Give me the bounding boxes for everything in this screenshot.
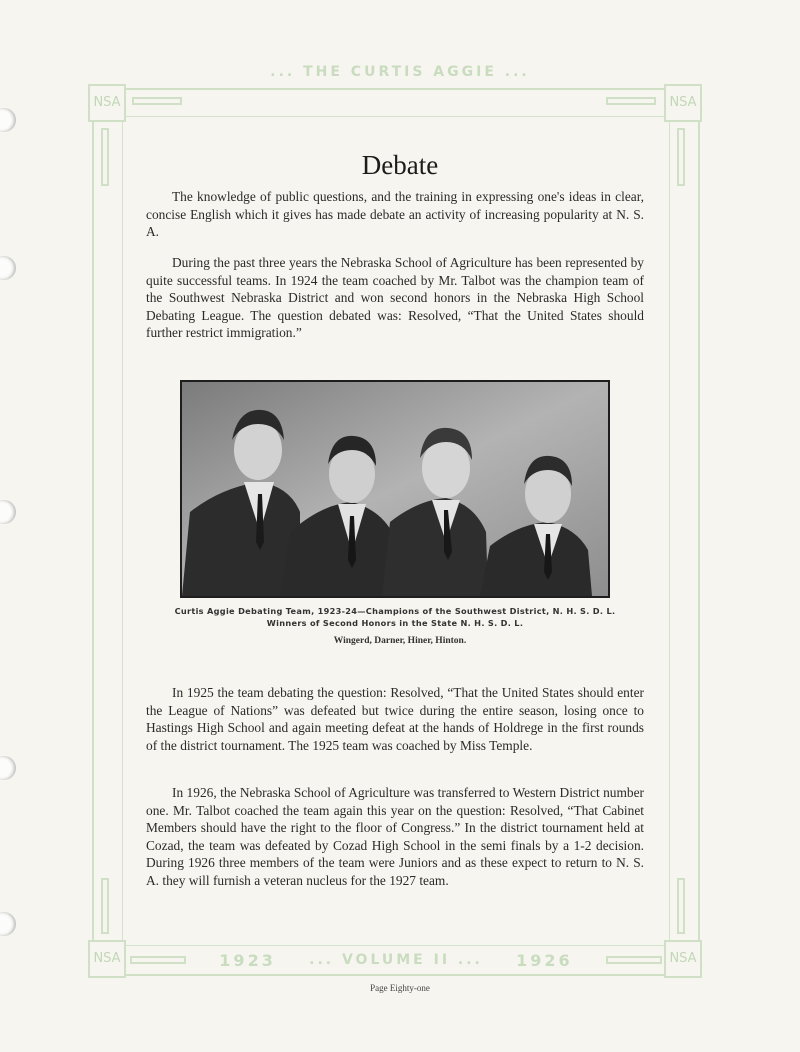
paragraph-1926: In 1926, the Nebraska School of Agriculture was transferred to Western District number one. Mr. Talbot coached the team again this year on the question: Resolved, “That Cabinet Members should have the right to the floor of Congress.” In the district tournament held at Cozad, the team was defeated by Cozad High School in the semi finals by a 1-2 decision. During 1926 three members of the team were Juniors and as these expect to return to N. S. A. they will furnish a veteran nucleus for the 1927 team. [146,785,644,888]
frame-bar [101,878,109,934]
binder-hole [0,256,16,280]
frame-bar [677,878,685,934]
frame-bar [132,97,182,105]
paragraph-1924: During the past three years the Nebraska School of Agriculture has been represented by quite successful teams. In 1924 the team coached by Mr. Talbot was the champion team of the Southwest Nebraska District and won second honors in the Nebraska High School Debating League. The question debated was: Resolved, “That the United States should further restrict immigration.” [146,255,644,341]
paragraph-1925: In 1925 the team debating the question: Resolved, “That the United States should enter the League of Nations” was defeated but twice during the entire season, losing once to Hastings High School and again meeting defeat at the hands of Holdrege in the first rounds of the district tournament. The 1925 team was coached by Miss Temple. [146,685,644,753]
team-portrait-illustration [182,382,608,596]
nsa-monogram-top-left: NSA [88,84,126,122]
paragraph-intro: The knowledge of public questions, and the training in expressing one's ideas in clear, concise English which it gives has made debate an activity of increasing popularity at N. S. A. [146,189,644,240]
year-start: 1923 [219,950,276,970]
running-title: ... THE CURTIS AGGIE ... [270,64,530,80]
frame-bar [606,956,662,964]
frame-bar [606,97,656,105]
debating-team-photo [180,380,610,598]
nsa-monogram-top-right: NSA [664,84,702,122]
volume-label: ... VOLUME II ... [309,952,483,968]
photo-caption-line-1: Curtis Aggie Debating Team, 1923-24—Champions of the Southwest District, N. H. S. D. L. [174,606,616,616]
page-number: Page Eighty-one [370,983,430,993]
frame-bar [130,956,186,964]
photo-names: Wingerd, Darner, Hiner, Hinton. [333,636,467,646]
binder-hole [0,756,16,780]
binder-hole [0,500,16,524]
article-title: Debate [361,150,439,180]
year-end: 1926 [516,950,573,970]
volume-banner [130,948,662,972]
binder-hole [0,912,16,936]
nsa-monogram-bottom-left: NSA [88,940,126,978]
photo-caption-line-2: Winners of Second Honors in the State N. H. S. D. L. [266,618,524,628]
nsa-monogram-bottom-right: NSA [664,940,702,978]
binder-hole [0,108,16,132]
